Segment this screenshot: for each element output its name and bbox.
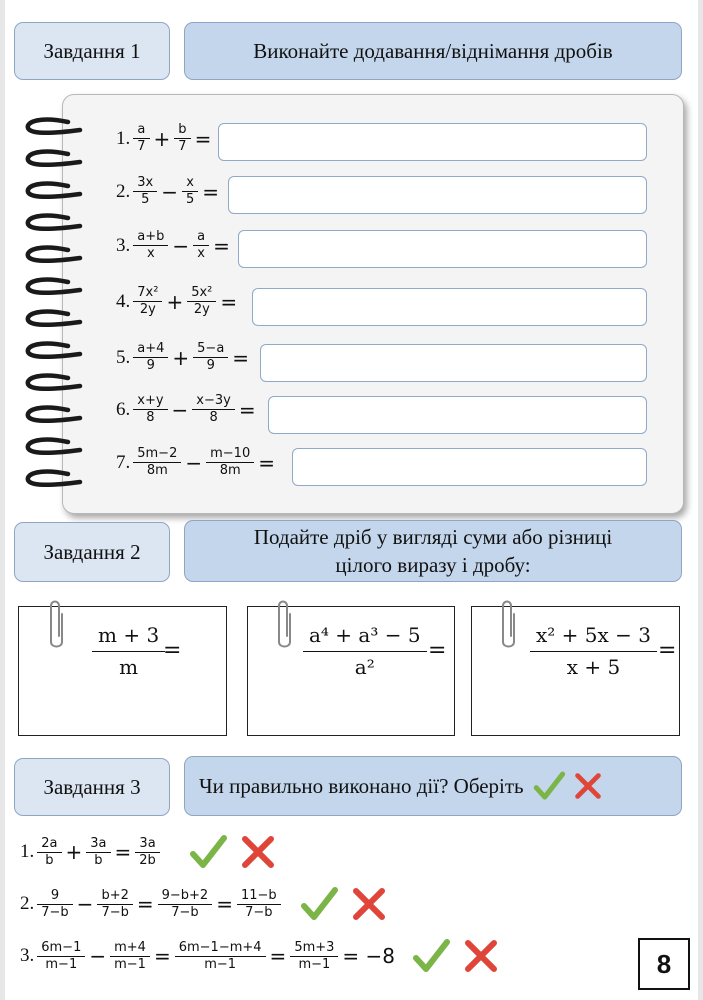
task1-item-2: 2. $\frac{3x}{5}$ − $\frac{x}{5}$ = xyxy=(116,175,220,207)
paperclip-icon xyxy=(496,596,518,650)
fraction: $\frac{3x}{5}$ xyxy=(135,175,155,208)
task2-title: Подайте дріб у вигляді суми або різниці цілого виразу і дробу: xyxy=(184,520,682,582)
fraction: $\frac{m+4}{m-1}$ xyxy=(112,940,148,973)
fraction: $\frac{x+y}{8}$ xyxy=(135,393,165,426)
answer-field-2[interactable] xyxy=(228,176,647,214)
fraction: $\frac{x-3y}{8}$ xyxy=(194,393,233,426)
cross-option-icon[interactable] xyxy=(461,936,501,976)
task3-row-1: 1. $\frac{2a}{b}$ + $\frac{3a}{b}$ = $\frac{3a}{2b}$ xyxy=(20,832,278,872)
fraction: $\frac{5-a}{9}$ xyxy=(195,341,226,374)
right-margin-strip xyxy=(698,0,703,1000)
fraction: $\frac{6m-1}{m-1}$ xyxy=(39,940,83,973)
task2-label: Завдання 2 xyxy=(14,522,170,582)
fraction: $\frac{a}{x}$ xyxy=(195,229,207,262)
equals-sign: = xyxy=(658,638,677,663)
answer-field-1[interactable] xyxy=(218,123,647,161)
fraction: $\frac{9-b+2}{7-b}$ xyxy=(160,888,211,921)
task1-title: Виконайте додавання/віднімання дробів xyxy=(184,22,682,80)
fraction: $\frac{\text{7x²}}{2y}$ xyxy=(135,285,160,318)
checkmark-icon xyxy=(532,769,566,803)
task1-item-1: 1. $\frac{a}{7}$ + $\frac{b}{7}$ = xyxy=(116,122,212,154)
answer-field-3[interactable] xyxy=(238,230,647,268)
task1-item-6: 6. $\frac{x+y}{8}$ − $\frac{x-3y}{8}$ = xyxy=(116,393,256,425)
answer-field-5[interactable] xyxy=(260,344,647,382)
task2-fraction-1: m + 3 m xyxy=(92,622,165,680)
fraction: $\frac{a+b}{x}$ xyxy=(135,229,166,262)
cross-option-icon[interactable] xyxy=(349,884,389,924)
fraction: $\frac{a}{7}$ xyxy=(135,122,147,155)
cross-option-icon[interactable] xyxy=(238,832,278,872)
task1-item-5: 5. $\frac{a+4}{9}$ + $\frac{5-a}{9}$ = xyxy=(116,341,250,373)
fraction: $\frac{\text{5x²}}{2y}$ xyxy=(189,285,214,318)
fraction: $\frac{11-b}{7-b}$ xyxy=(239,888,279,921)
task3-row-2: 2. $\frac{9}{7-b}$ − $\frac{b+2}{7-b}$ = $\frac{9-b+2}{7-b}$ = $\frac{11-b}{7-b}$ xyxy=(20,884,389,924)
answer-field-6[interactable] xyxy=(268,396,647,434)
answer-field-4[interactable] xyxy=(252,288,647,326)
page-number: 8 xyxy=(638,938,690,990)
fraction: $\frac{5m-2}{8m}$ xyxy=(135,446,179,479)
fraction: $\frac{6m-1-m+4}{m-1}$ xyxy=(177,940,264,973)
fraction: $\frac{5m+3}{m-1}$ xyxy=(292,940,336,973)
fraction: $\frac{b}{7}$ xyxy=(176,122,188,155)
paperclip-icon xyxy=(44,596,66,650)
fraction: $\frac{3a}{b}$ xyxy=(88,836,108,869)
equals-sign: = xyxy=(163,638,182,663)
check-option-icon[interactable] xyxy=(411,936,451,976)
fraction: $\frac{b+2}{7-b}$ xyxy=(99,888,130,921)
task1-item-3: 3. $\frac{a+b}{x}$ − $\frac{a}{x}$ = xyxy=(116,229,230,261)
check-option-icon[interactable] xyxy=(188,832,228,872)
fraction: $\frac{m-10}{8m}$ xyxy=(208,446,252,479)
task3-title: Чи правильно виконано дії? Оберіть xyxy=(184,756,682,816)
fraction: $\frac{9}{7-b}$ xyxy=(39,888,70,921)
task1-item-7: 7. $\frac{5m-2}{8m}$ − $\frac{m-10}{8m}$ = xyxy=(116,446,275,478)
task3-row-3: 3. $\frac{6m-1}{m-1}$ − $\frac{m+4}{m-1}$ = $\frac{6m-1-m+4}{m-1}$ = $\frac{5m+3}{m-1}$ = −8 xyxy=(20,936,501,976)
fraction: $\frac{2a}{b}$ xyxy=(39,836,59,869)
task2-fraction-2: a⁴ + a³ − 5 a² xyxy=(303,622,427,680)
fraction: $\frac{x}{5}$ xyxy=(184,175,196,208)
cross-icon xyxy=(572,770,604,802)
paperclip-icon xyxy=(272,596,294,650)
equals-sign: = xyxy=(428,638,447,663)
task1-label: Завдання 1 xyxy=(14,22,170,80)
spiral-binding-icon xyxy=(20,112,86,492)
check-option-icon[interactable] xyxy=(299,884,339,924)
task2-fraction-3: x² + 5x − 3 x + 5 xyxy=(530,622,657,680)
left-margin-strip xyxy=(0,0,5,1000)
task1-item-4: 4. $\frac{\text{7x²}}{2y}$ + $\frac{\text{5x²}}{2y}$ = xyxy=(116,285,238,317)
fraction: $\frac{3a}{2b}$ xyxy=(137,836,158,869)
answer-field-7[interactable] xyxy=(292,448,647,486)
fraction: $\frac{a+4}{9}$ xyxy=(135,341,166,374)
task3-label: Завдання 3 xyxy=(14,758,170,816)
